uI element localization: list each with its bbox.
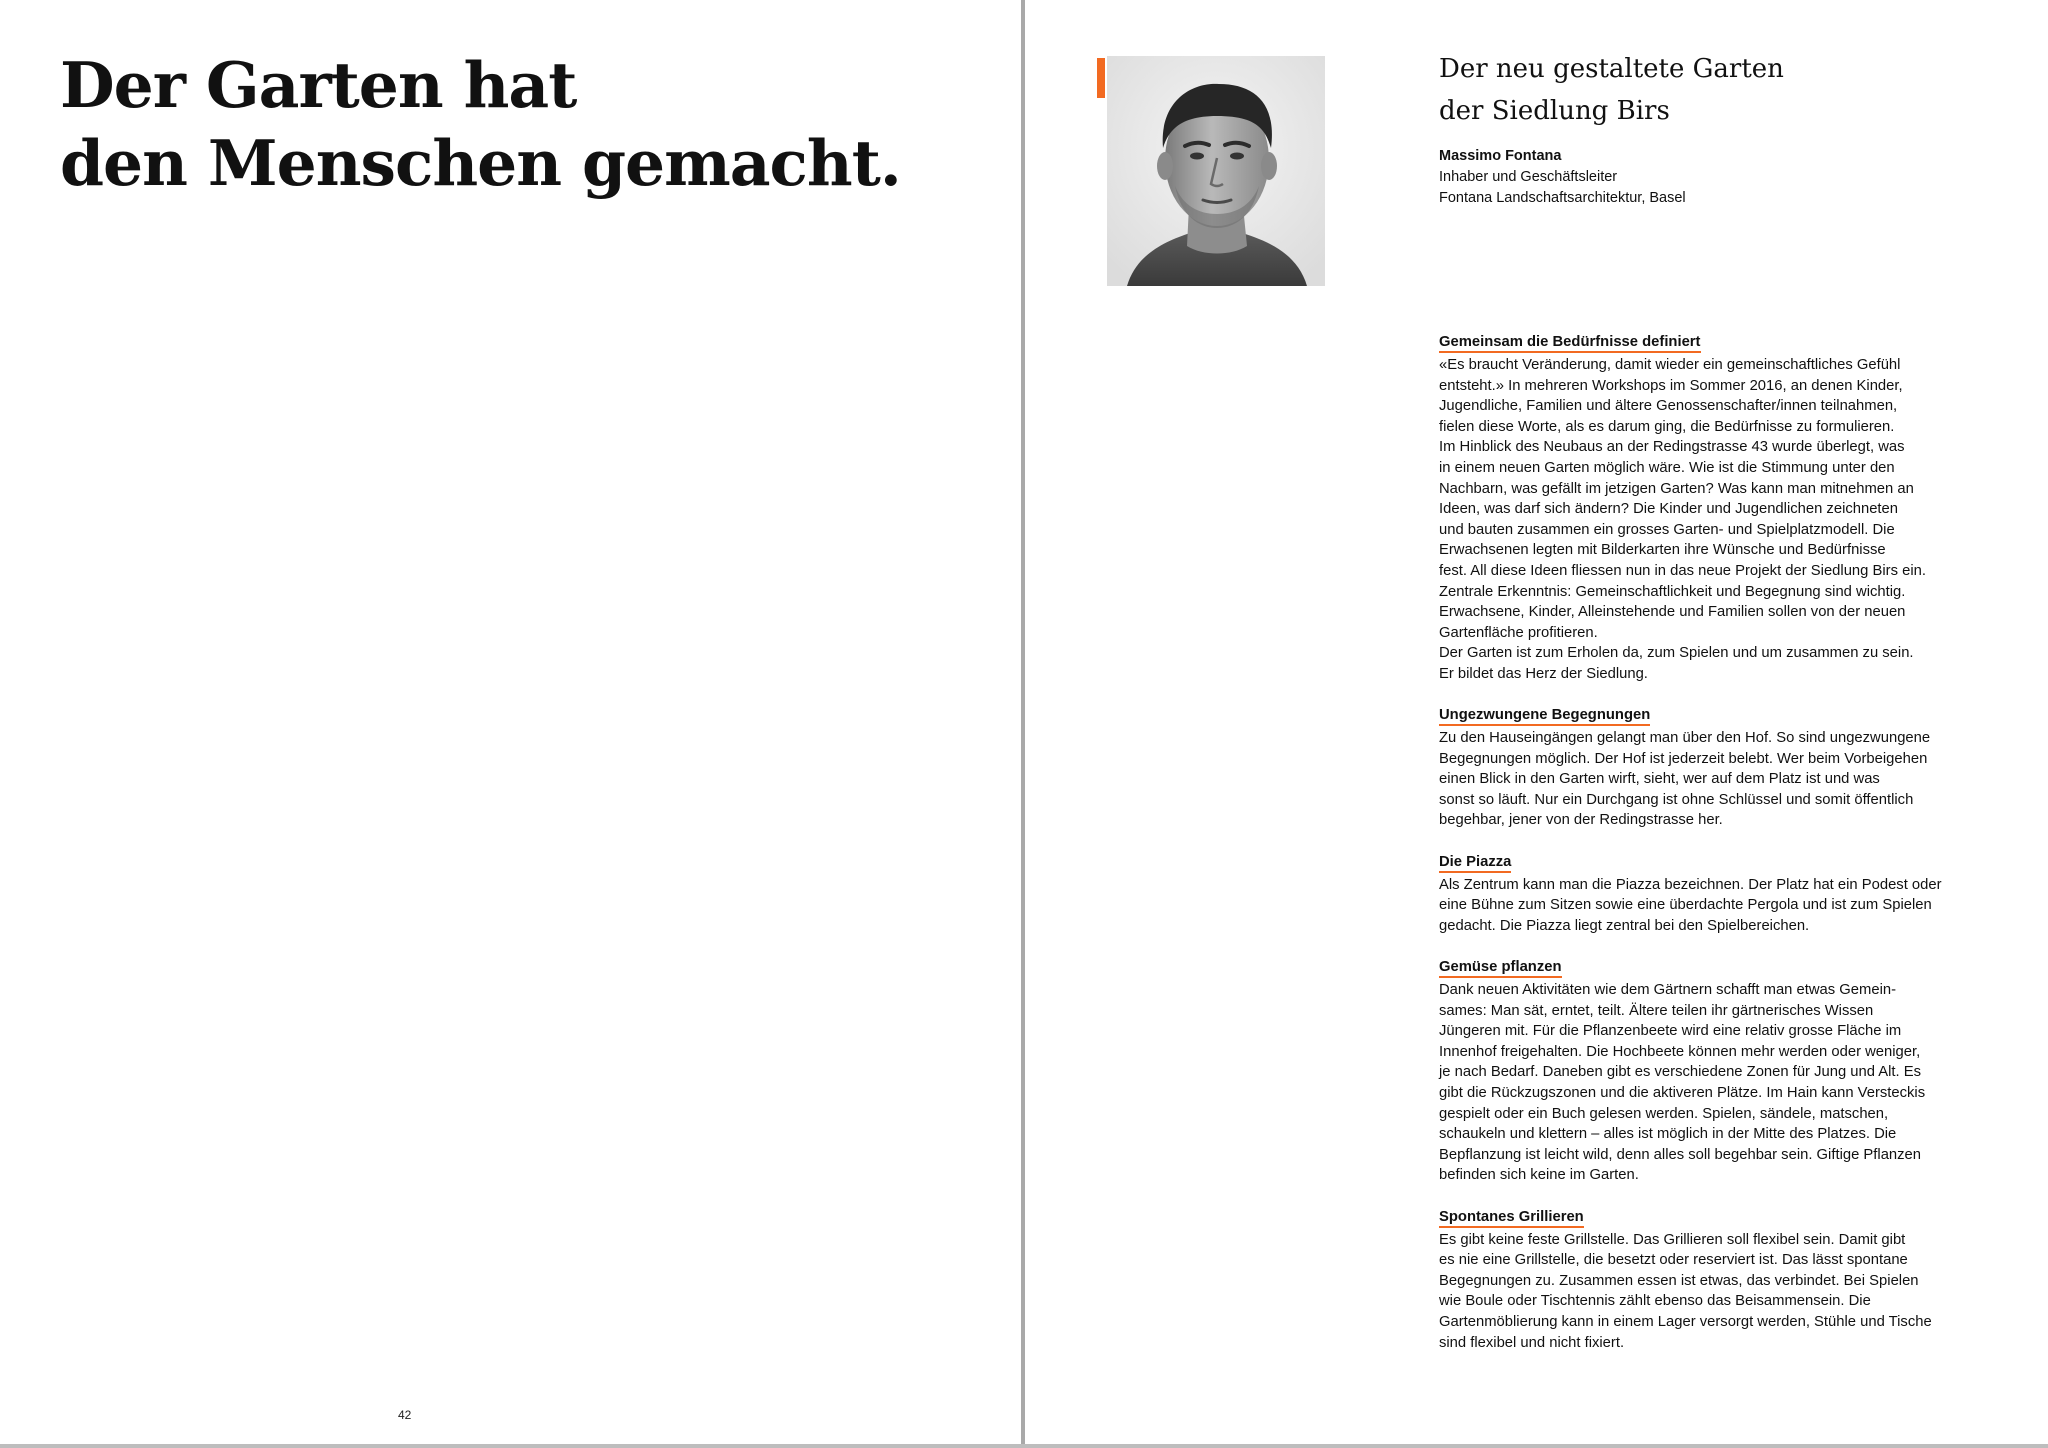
paragraph-line: «Es braucht Veränderung, damit wieder ein gemeinschaftliches Gefühl <box>1439 357 1901 373</box>
paragraph-line: Gartenfläche profitieren. <box>1439 624 1598 641</box>
paragraph-line: entsteht.» In mehreren Workshops im Sommer 2016, an denen Kinder, <box>1439 377 1903 394</box>
paragraph-line: Es gibt keine feste Grillstelle. Das Grillieren soll flexibel sein. Damit gibt <box>1439 1231 1906 1248</box>
article-section <box>1439 957 2029 1186</box>
paragraph-line: Bepflanzung ist leicht wild, denn alles soll begehbar sein. Giftige Pflanzen <box>1439 1146 1922 1163</box>
section-heading: Die Piazza <box>1439 854 1511 873</box>
author-byline <box>1439 146 1686 209</box>
headline-line-2: den Menschen gemacht. <box>60 126 901 200</box>
article-section <box>1439 705 2029 831</box>
paragraph-line: fielen diese Worte, als es darum ging, die Bedürfnisse zu formulieren. <box>1439 418 1895 435</box>
article-title <box>1439 48 1784 132</box>
page-number: 42 <box>398 1408 412 1422</box>
page-headline <box>60 46 901 202</box>
author-company: Fontana Landschaftsarchitektur, Basel <box>1439 190 1686 206</box>
headline-line-1: Der Garten hat <box>60 48 577 122</box>
section-heading: Ungezwungene Begegnungen <box>1439 707 1650 726</box>
paragraph-line: Innenhof freigehalten. Die Hochbeete können mehr werden oder weniger, <box>1439 1043 1921 1060</box>
section-paragraph <box>1439 1230 2029 1354</box>
right-page <box>1025 0 2048 1448</box>
section-paragraph <box>1439 355 2029 685</box>
title-line-1: Der neu gestaltete Garten <box>1439 54 1784 84</box>
title-line-2: der Siedlung Birs <box>1439 96 1670 126</box>
paragraph-line: sames: Man sät, erntet, teilt. Ältere teilen ihr gärtnerisches Wissen <box>1439 1002 1874 1019</box>
paragraph-line: Begegnungen möglich. Der Hof ist jederzeit belebt. Wer beim Vorbeigehen <box>1439 750 1928 767</box>
section-heading: Gemüse pflanzen <box>1439 959 1562 978</box>
orange-accent-bar <box>1097 58 1105 98</box>
section-heading: Spontanes Grillieren <box>1439 1209 1584 1228</box>
paragraph-line: Gartenmöblierung kann in einem Lager versorgt werden, Stühle und Tische <box>1439 1313 1932 1330</box>
paragraph-line: wie Boule oder Tischtennis zählt ebenso das Beisammensein. Die <box>1439 1293 1871 1310</box>
bottom-page-edge <box>0 1444 2048 1448</box>
paragraph-line: einen Blick in den Garten wirft, sieht, wer auf dem Platz ist und was <box>1439 771 1880 788</box>
paragraph-line: fest. All diese Ideen fliessen nun in das neue Projekt der Siedlung Birs ein. <box>1439 562 1926 579</box>
paragraph-line: befinden sich keine im Garten. <box>1439 1167 1639 1184</box>
paragraph-line: gibt die Rückzugszonen und die aktiveren Plätze. Im Hain kann Versteckis <box>1439 1085 1926 1101</box>
paragraph-line: gedacht. Die Piazza liegt zentral bei den Spielbereichen. <box>1439 917 1810 934</box>
article-body <box>1439 332 2029 1374</box>
paragraph-line: Im Hinblick des Neubaus an der Redingstrasse 43 wurde überlegt, was <box>1439 439 1905 456</box>
paragraph-line: Der Garten ist zum Erholen da, zum Spielen und um zusammen zu sein. <box>1439 645 1914 662</box>
paragraph-line: in einem neuen Garten möglich wäre. Wie ist die Stimmung unter den <box>1439 459 1895 476</box>
paragraph-line: sonst so läuft. Nur ein Durchgang ist ohne Schlüssel und somit öffentlich <box>1439 791 1914 808</box>
paragraph-line: je nach Bedarf. Daneben gibt es verschiedene Zonen für Jung und Alt. Es <box>1439 1064 1922 1081</box>
section-heading: Gemeinsam die Bedürfnisse definiert <box>1439 334 1701 353</box>
section-paragraph <box>1439 728 2029 831</box>
paragraph-line: Jüngeren mit. Für die Pflanzenbeete wird eine relativ grosse Fläche im <box>1439 1023 1902 1040</box>
paragraph-line: eine Bühne zum Sitzen sowie eine überdachte Pergola und ist zum Spielen <box>1439 897 1932 914</box>
section-paragraph <box>1439 875 2029 937</box>
author-portrait-photo <box>1107 56 1325 286</box>
paragraph-line: Erwachsenen legten mit Bilderkarten ihre Wünsche und Bedürfnisse <box>1439 542 1886 559</box>
paragraph-line: sind flexibel und nicht fixiert. <box>1439 1334 1625 1351</box>
paragraph-line: begehbar, jener von der Redingstrasse her. <box>1439 812 1723 829</box>
paragraph-line: Erwachsene, Kinder, Alleinstehende und Familien sollen von der neuen <box>1439 604 1906 621</box>
paragraph-line: schaukeln und klettern – alles ist möglich in der Mitte des Platzes. Die <box>1439 1126 1897 1143</box>
paragraph-line: und bauten zusammen ein grosses Garten- und Spielplatzmodell. Die <box>1439 521 1895 538</box>
author-role: Inhaber und Geschäftsleiter <box>1439 169 1618 185</box>
paragraph-line: Dank neuen Aktivitäten wie dem Gärtnern schafft man etwas Gemein- <box>1439 982 1897 999</box>
section-paragraph <box>1439 980 2029 1186</box>
paragraph-line: Ideen, was darf sich ändern? Die Kinder und Jugendlichen zeichneten <box>1439 501 1899 518</box>
paragraph-line: Als Zentrum kann man die Piazza bezeichnen. Der Platz hat ein Podest oder <box>1439 876 1942 893</box>
left-page <box>0 0 1021 1448</box>
paragraph-line: Nachbarn, was gefällt im jetzigen Garten? Was kann man mitnehmen an <box>1439 480 1914 497</box>
paragraph-line: Jugendliche, Familien und ältere Genossenschafter/innen teilnahmen, <box>1439 398 1898 415</box>
article-section <box>1439 332 2029 685</box>
paragraph-line: Zentrale Erkenntnis: Gemeinschaftlichkeit und Begegnung sind wichtig. <box>1439 583 1906 600</box>
paragraph-line: Zu den Hauseingängen gelangt man über den Hof. So sind ungezwungene <box>1439 730 1931 747</box>
author-name: Massimo Fontana <box>1439 148 1562 164</box>
paragraph-line: Begegnungen zu. Zusammen essen ist etwas, das verbindet. Bei Spielen <box>1439 1272 1919 1289</box>
paragraph-line: Er bildet das Herz der Siedlung. <box>1439 665 1648 682</box>
article-section <box>1439 1207 2029 1354</box>
article-sections <box>1439 332 2029 1353</box>
article-section <box>1439 852 2029 937</box>
paragraph-line: es nie eine Grillstelle, die besetzt oder reserviert ist. Das lässt spontane <box>1439 1252 1908 1269</box>
paragraph-line: gespielt oder ein Buch gelesen werden. Spielen, sändele, matschen, <box>1439 1105 1889 1122</box>
